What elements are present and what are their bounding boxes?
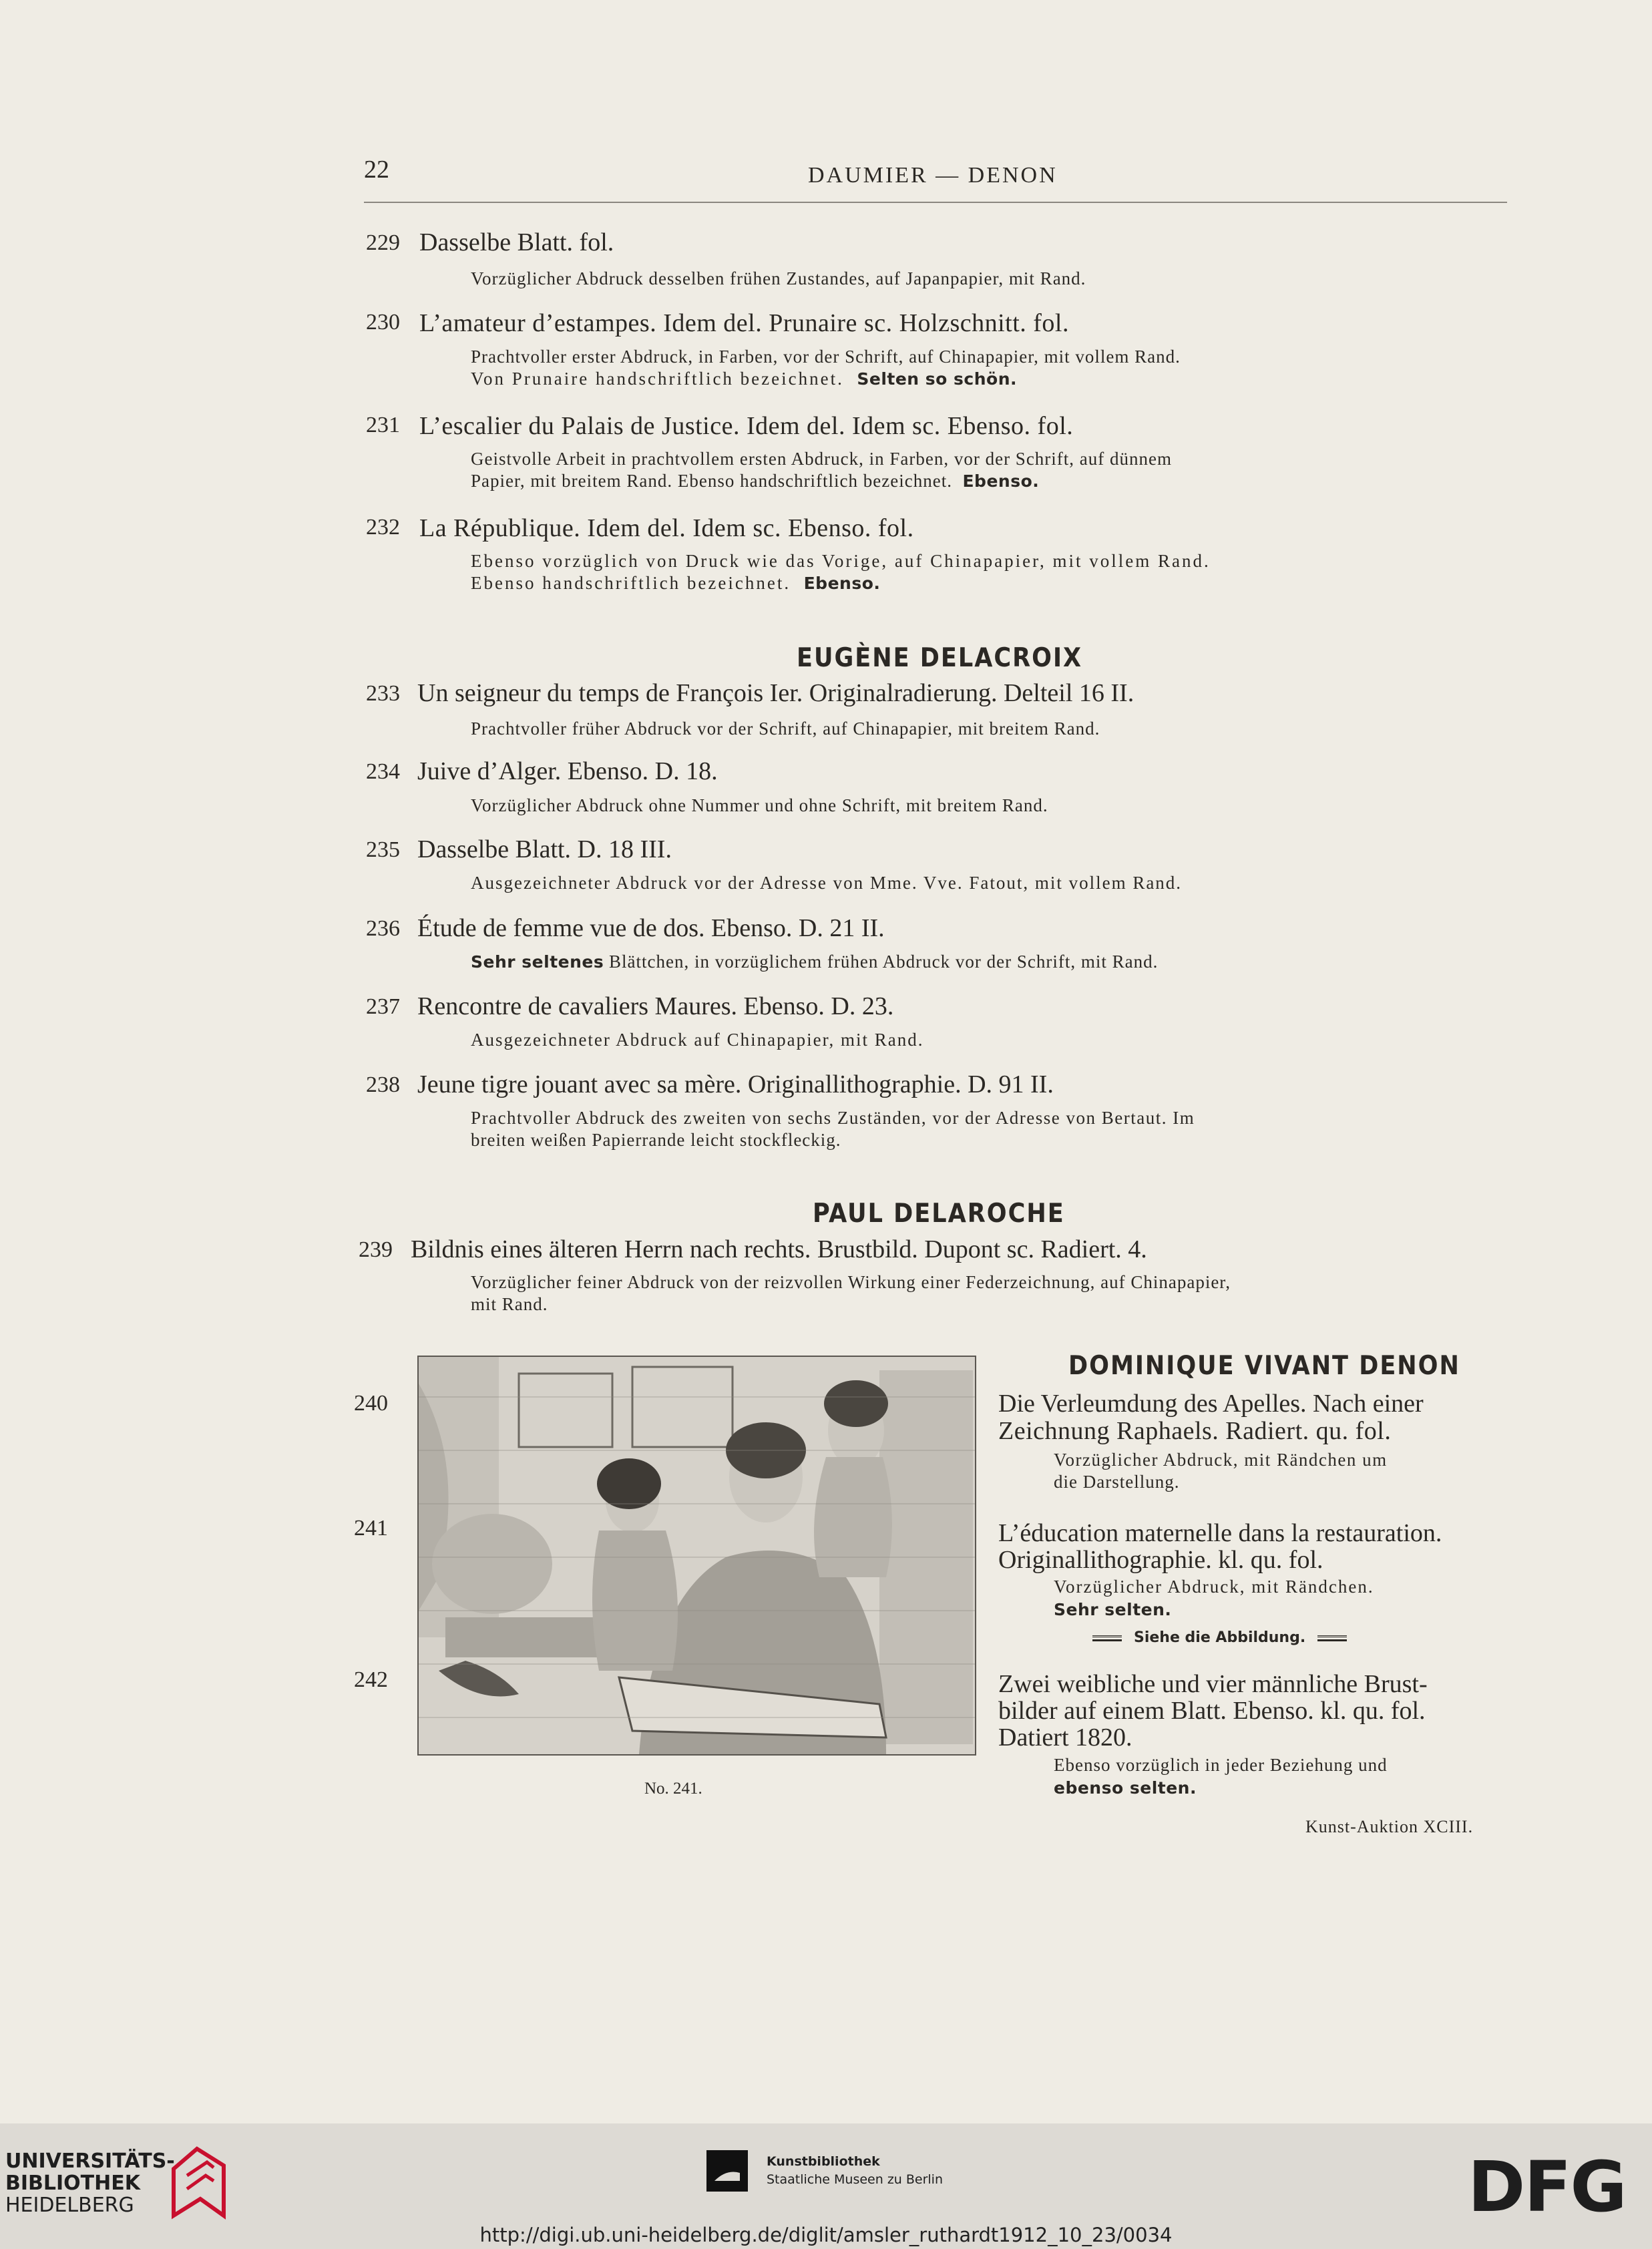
rule-left: [1092, 1635, 1122, 1641]
ub-heidelberg-logo[interactable]: [5, 2150, 175, 2216]
lot-description: Vorzüglicher Abdruck, mit Rändchen um: [1054, 1450, 1388, 1470]
kb-name: Kunstbibliothek: [767, 2154, 880, 2169]
lot-number: 232: [366, 515, 400, 540]
lot-number: 236: [366, 916, 400, 941]
lot-title: Datiert 1820.: [998, 1723, 1132, 1752]
lot-title: La République. Idem del. Idem sc. Ebenso. fol.: [419, 514, 914, 542]
figure-caption: No. 241.: [644, 1780, 702, 1798]
lot-title: Bildnis eines älteren Herrn nach rechts. Brustbild. Dupont sc. Radiert. 4.: [411, 1235, 1147, 1263]
lot-number: 230: [366, 310, 400, 335]
lot-number: 242: [354, 1667, 388, 1692]
lot-emphasis: Ebenso.: [962, 471, 1040, 491]
lot-number: 229: [366, 230, 400, 255]
lot-number: 238: [366, 1072, 400, 1097]
lot-description: die Darstellung.: [1054, 1472, 1180, 1492]
lot-number: 235: [366, 837, 400, 862]
lot-number: 233: [366, 681, 400, 706]
lot-number: 234: [366, 759, 400, 784]
lot-number: 237: [366, 994, 400, 1019]
running-head: DAUMIER — DENON: [808, 163, 1058, 188]
lot-title: Jeune tigre jouant avec sa mère. Originallithographie. D. 91 II.: [417, 1070, 1054, 1098]
kunstbibliothek-label[interactable]: [767, 2153, 943, 2189]
lot-description: Ebenso handschriftlich bezeichnet. Ebenso.: [471, 573, 881, 593]
library-name-line: HEIDELBERG: [5, 2194, 134, 2217]
lot-emphasis: Sehr selten.: [1054, 1600, 1172, 1619]
kunstbibliothek-logo-icon: [706, 2150, 748, 2192]
lot-title: bilder auf einem Blatt. Ebenso. kl. qu. fol.: [998, 1697, 1426, 1725]
lot-number: 239: [359, 1237, 393, 1262]
lot-title: L’escalier du Palais de Justice. Idem del. Idem sc. Ebenso. fol.: [419, 412, 1074, 440]
lot-title: Dasselbe Blatt. D. 18 III.: [417, 835, 672, 863]
lot-number: 241: [354, 1516, 388, 1541]
permalink-url[interactable]: http://digi.ub.uni-heidelberg.de/diglit/amsler_ruthardt1912_10_23/0034: [479, 2224, 1173, 2246]
library-name-line: BIBLIOTHEK: [5, 2172, 140, 2195]
lot-description: Sehr seltenes Blättchen, in vorzüglichem frühen Abdruck vor der Schrift, mit Rand.: [471, 952, 1159, 972]
lot-title: L’amateur d’estampes. Idem del. Prunaire sc. Holzschnitt. fol.: [419, 309, 1069, 337]
lot-description: Papier, mit breitem Rand. Ebenso handschriftlich bezeichnet. Ebenso.: [471, 471, 1040, 491]
rule-right: [1317, 1635, 1347, 1641]
lot-title: Dasselbe Blatt. fol.: [419, 228, 614, 256]
lot-emphasis: Selten so schön.: [857, 369, 1018, 389]
lot-emphasis: Sehr seltenes: [471, 952, 604, 972]
lot-description: Prachtvoller Abdruck des zweiten von sechs Zuständen, vor der Adresse von Bertaut. Im: [471, 1108, 1195, 1128]
lot-description: Prachtvoller früher Abdruck vor der Schrift, auf Chinapapier, mit breitem Rand.: [471, 719, 1100, 739]
kb-subname: Staatliche Museen zu Berlin: [767, 2172, 944, 2187]
lot-number: 231: [366, 413, 400, 437]
section-heading: EUGÈNE DELACROIX: [797, 643, 1083, 673]
lithograph-illustration: [417, 1356, 976, 1756]
lot-description: Ebenso vorzüglich von Druck wie das Vorige, auf Chinapapier, mit vollem Rand.: [471, 551, 1211, 571]
lot-description: Vorzüglicher feiner Abdruck von der reizvollen Wirkung einer Federzeichnung, auf Chinapapier,: [471, 1272, 1231, 1292]
lot-title: Étude de femme vue de dos. Ebenso. D. 21 II.: [417, 914, 885, 942]
lot-description: Ausgezeichneter Abdruck vor der Adresse von Mme. Vve. Fatout, mit vollem Rand.: [471, 873, 1183, 893]
header-rule: [364, 202, 1507, 203]
ub-heidelberg-emblem-icon: [167, 2142, 228, 2222]
catalog-footer: Kunst-Auktion XCIII.: [1305, 1817, 1474, 1836]
lot-title: Zwei weibliche und vier männliche Brust-: [998, 1670, 1428, 1698]
lot-number: 240: [354, 1391, 388, 1416]
lot-emphasis: Ebenso.: [803, 574, 881, 593]
lot-description: Vorzüglicher Abdruck, mit Rändchen.: [1054, 1577, 1374, 1597]
lot-description: Prachtvoller erster Abdruck, in Farben, vor der Schrift, auf Chinapapier, mit vollem Rand.: [471, 347, 1181, 367]
lithograph-drawing: [419, 1357, 975, 1754]
lot-title: L’éducation maternelle dans la restauration.: [998, 1519, 1442, 1547]
lot-description: Ebenso vorzüglich in jeder Beziehung und: [1054, 1755, 1388, 1775]
lot-title: Originallithographie. kl. qu. fol.: [998, 1546, 1323, 1574]
lot-title: Juive d’Alger. Ebenso. D. 18.: [417, 757, 718, 785]
figure-reference: Siehe die Abbildung.: [1092, 1629, 1347, 1646]
lot-description: Ausgezeichneter Abdruck auf Chinapapier, mit Rand.: [471, 1030, 924, 1050]
lot-title: Un seigneur du temps de François Ier. Originalradierung. Delteil 16 II.: [417, 679, 1134, 707]
page-number: 22: [364, 156, 389, 184]
section-heading: DOMINIQUE VIVANT DENON: [1068, 1351, 1460, 1381]
lot-description: Von Prunaire handschriftlich bezeichnet. Selten so schön.: [471, 369, 1018, 389]
dfg-logo[interactable]: DFG: [1468, 2146, 1626, 2228]
library-name-line: UNIVERSITÄTS-: [5, 2150, 175, 2173]
lot-description: Vorzüglicher Abdruck desselben frühen Zustandes, auf Japanpapier, mit Rand.: [471, 268, 1086, 288]
section-heading: PAUL DELAROCHE: [813, 1199, 1065, 1229]
lot-title: Zeichnung Raphaels. Radiert. qu. fol.: [998, 1417, 1392, 1445]
lot-emphasis: ebenso selten.: [1054, 1778, 1197, 1798]
digitization-bar: [0, 2123, 1652, 2249]
lot-description: Vorzüglicher Abdruck ohne Nummer und ohne Schrift, mit breitem Rand.: [471, 795, 1048, 815]
lot-description: Geistvolle Arbeit in prachtvollem ersten Abdruck, in Farben, vor der Schrift, auf dünnem: [471, 449, 1173, 469]
lot-description: breiten weißen Papierrande leicht stockfleckig.: [471, 1130, 841, 1150]
lot-title: Rencontre de cavaliers Maures. Ebenso. D. 23.: [417, 992, 894, 1020]
lot-description: mit Rand.: [471, 1294, 548, 1314]
lot-title: Die Verleumdung des Apelles. Nach einer: [998, 1390, 1424, 1418]
